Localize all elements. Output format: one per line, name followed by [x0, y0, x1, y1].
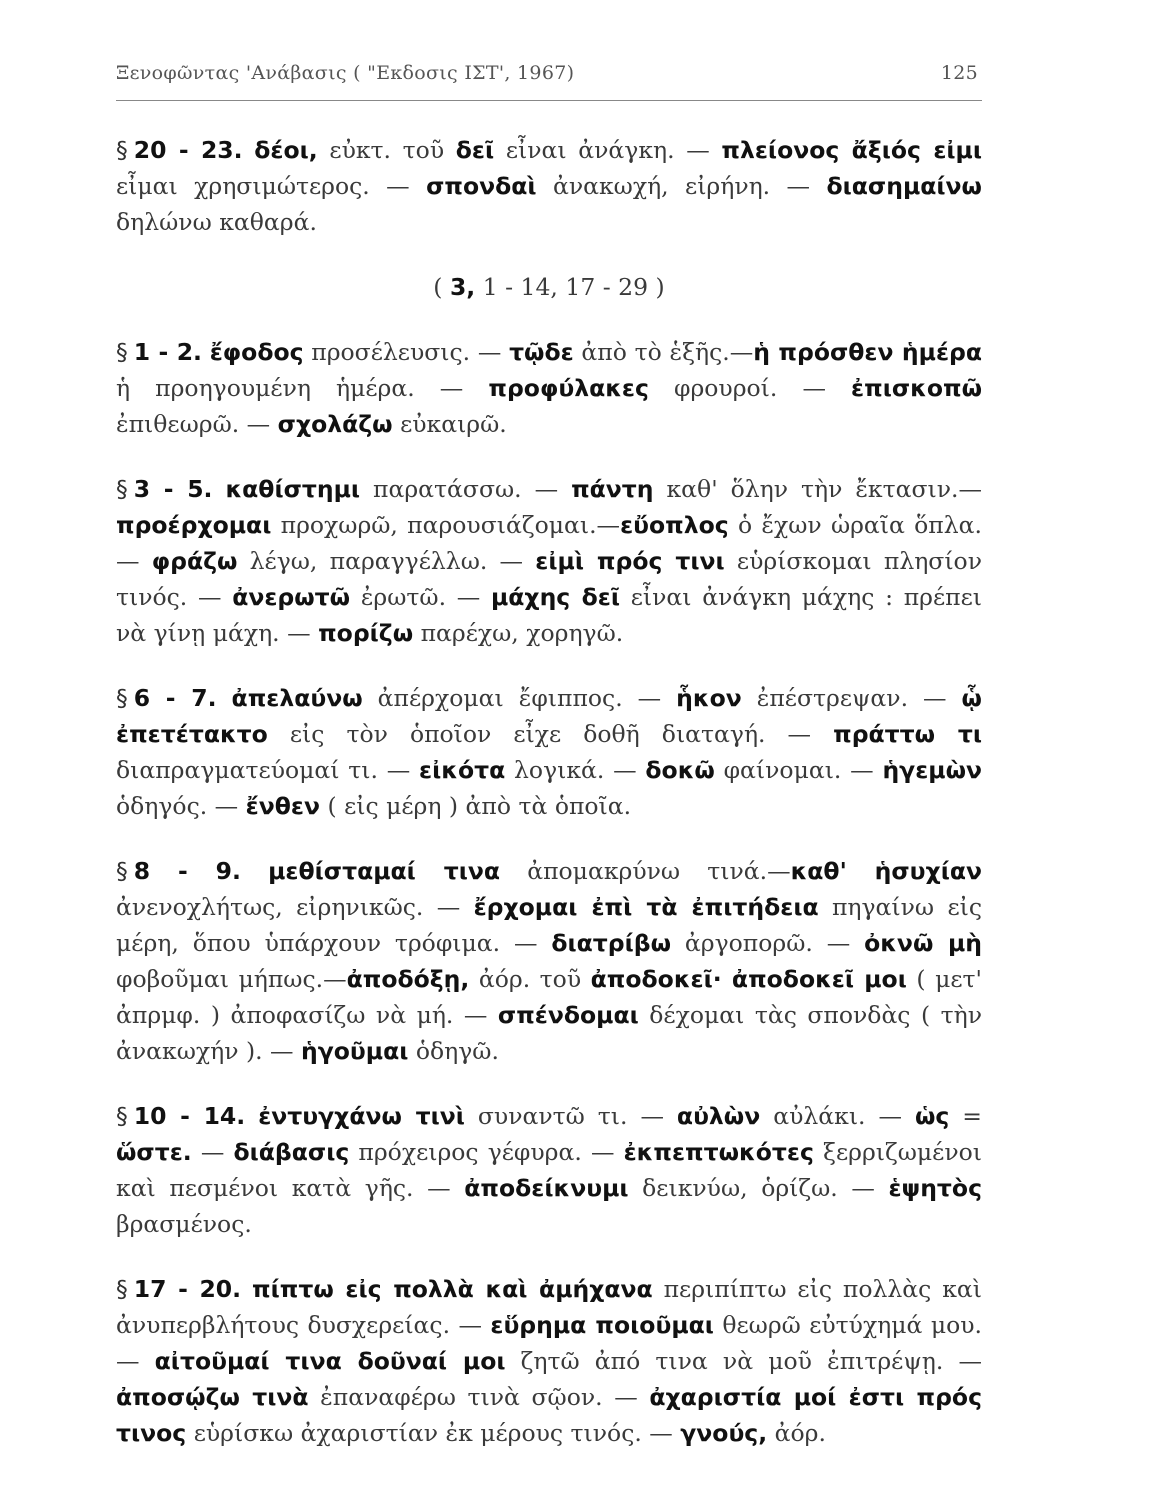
headword: διατρίβω: [551, 929, 672, 957]
headword: ὥστε.: [116, 1138, 192, 1166]
headword: ᾧ ἐπετέτακτο: [116, 684, 982, 748]
headword: διάβασις: [233, 1138, 350, 1166]
header-rule: [116, 100, 982, 101]
headword: ἡ πρόσθεν ἡμέρα: [753, 338, 982, 366]
headword: πάντη: [571, 475, 654, 503]
section-sign: §: [116, 857, 128, 885]
section-number: § 6 - 7.: [116, 684, 217, 712]
headword: προφύλακες: [488, 374, 649, 402]
headword: ἔνθεν: [245, 792, 320, 820]
definition-text: ἐπαναφέρω τινὰ σῷον. —: [308, 1383, 650, 1411]
headword: πλείονος ἄξιός εἰμι: [721, 136, 983, 164]
headword: ἑψητὸς: [888, 1174, 982, 1202]
definition-text: —: [191, 1138, 234, 1166]
headword: ἡγοῦμαι: [301, 1037, 409, 1065]
page-number: 125: [940, 62, 978, 84]
section-sign: §: [116, 1102, 128, 1130]
glossary-paragraph: [116, 1271, 982, 1451]
definition-text: ἀπέρχομαι ἔφιππος. —: [362, 684, 677, 712]
headword: 3,: [449, 273, 476, 301]
definition-text: ἐπιθεωρῶ. —: [116, 410, 278, 438]
headword: ὡς: [914, 1102, 950, 1130]
glossary-paragraph: [116, 471, 982, 651]
headword: καθ' ἡσυχίαν: [790, 857, 983, 885]
headword: ἀνερωτῶ: [232, 583, 351, 611]
headword: πράττω τι: [833, 720, 982, 748]
definition-text: ἀπομακρύνω τινά.—: [500, 857, 791, 885]
section-sign: §: [116, 1275, 128, 1303]
headword: ἡγεμὼν: [882, 756, 982, 784]
definition-text: 1 - 14, 17 - 29 ): [475, 273, 665, 301]
headword: ἐπισκοπῶ: [851, 374, 983, 402]
headword: διασημαίνω: [826, 172, 982, 200]
definition-text: πρόχειρος γέφυρα. —: [349, 1138, 624, 1166]
chapter-reference: [116, 269, 982, 305]
headword: ἀποδείκνυμι: [464, 1174, 629, 1202]
headword: τῷδε: [509, 338, 574, 366]
definition-text: ( μετ' ἀπρμφ. ) ἀποφασίζω νὰ μή. —: [116, 965, 982, 1029]
headword: ἧκον: [676, 684, 742, 712]
glossary-paragraph: [116, 132, 982, 240]
headword: ὀκνῶ μὴ: [864, 929, 982, 957]
definition-text: εὐκαιρῶ.: [392, 410, 507, 438]
headword: πίπτω εἰς πολλὰ καὶ ἀμήχανα: [252, 1275, 653, 1303]
headword: δεῖ: [455, 136, 495, 164]
headword: γνούς,: [680, 1419, 768, 1447]
headword: μεθίσταμαί τινα: [268, 857, 501, 885]
headword: ἐκπεπτωκότες: [623, 1138, 814, 1166]
definition-text: βρασμένος.: [116, 1210, 252, 1238]
definition-text: εἶμαι χρησιμώτερος. —: [116, 172, 427, 200]
definition-text: λέγω, παραγγέλλω. —: [237, 547, 536, 575]
headword: εὕρημα ποιοῦμαι: [490, 1311, 714, 1339]
headword: προέρχομαι: [116, 511, 272, 539]
headword: μάχης δεῖ: [490, 583, 621, 611]
headword: εἰμὶ πρός τινι: [535, 547, 725, 575]
definition-text: ὁ ἔχων ὡραῖα ὅπλα. —: [116, 511, 982, 575]
definition-text: συναντῶ τι. —: [464, 1102, 677, 1130]
definition-text: =: [949, 1102, 982, 1130]
glossary-paragraph: [116, 334, 982, 442]
header-title: Ξενοφῶντας 'Ανάβασις ( "Εκδοσις ΙΣΤ', 1967): [116, 62, 575, 84]
definition-text: περιπίπτω εἰς πολλὰς καὶ ἀνυπερβλήτους δυσχερείας. —: [116, 1275, 982, 1339]
glossary-paragraph: [116, 1098, 982, 1242]
definition-text: ἀόρ.: [767, 1419, 826, 1447]
headword: αἰτοῦμαί τινα δοῦναί μοι: [154, 1347, 506, 1375]
definition-text: παρατάσσω. —: [360, 475, 572, 503]
headword: αὐλὼν: [676, 1102, 761, 1130]
section-sign: §: [116, 475, 128, 503]
definition-text: φοβοῦμαι μήπως.—: [116, 965, 347, 993]
definition-text: δεικνύω, ὁρίζω. —: [628, 1174, 889, 1202]
headword: ἀποδόξῃ,: [346, 965, 470, 993]
headword: σπονδαὶ: [426, 172, 537, 200]
definition-text: προσέλευσις. —: [303, 338, 510, 366]
definition-text: προχωρῶ, παρουσιάζομαι.—: [271, 511, 621, 539]
definition-text: ( εἰς μέρη ) ἀπὸ τὰ ὁποῖα.: [319, 792, 632, 820]
headword: φράζω: [151, 547, 238, 575]
glossary-body: [116, 132, 982, 1451]
definition-text: ἀργοπορῶ. —: [671, 929, 865, 957]
headword: ἐντυγχάνω τινὶ: [258, 1102, 465, 1130]
headword: εἰκότα: [419, 756, 506, 784]
glossary-paragraph: [116, 853, 982, 1069]
definition-text: καθ' ὅλην τὴν ἔκτασιν.—: [653, 475, 982, 503]
section-number: § 8 - 9.: [116, 857, 241, 885]
definition-text: ἐρωτῶ. —: [350, 583, 491, 611]
section-sign: §: [116, 684, 128, 712]
definition-text: ἀπὸ τὸ ἑξῆς.—: [573, 338, 754, 366]
headword: ἔφοδος: [209, 338, 304, 366]
definition-text: ὁδηγῶ.: [408, 1037, 499, 1065]
definition-text: εὑρίσκω ἀχαριστίαν ἐκ μέρους τινός. —: [186, 1419, 681, 1447]
headword: ἔρχομαι ἐπὶ τὰ ἐπιτήδεια: [473, 893, 819, 921]
section-number: § 3 - 5.: [116, 475, 213, 503]
definition-text: ἀνενοχλήτως, εἰρηνικῶς. —: [116, 893, 474, 921]
running-header: [116, 62, 978, 84]
definition-text: ζητῶ ἀπό τινα νὰ μοῦ ἐπιτρέψῃ. —: [505, 1347, 982, 1375]
definition-text: (: [433, 273, 450, 301]
headword: δοκῶ: [645, 756, 715, 784]
definition-text: ἀνακωχή, εἰρήνη. —: [536, 172, 827, 200]
headword: σπένδομαι: [497, 1001, 639, 1029]
section-sign: §: [116, 136, 128, 164]
definition-text: ὁδηγός. —: [116, 792, 246, 820]
definition-text: ἀόρ. τοῦ: [469, 965, 591, 993]
headword: δέοι,: [254, 136, 318, 164]
section-sign: §: [116, 338, 128, 366]
section-number: § 1 - 2.: [116, 338, 202, 366]
headword: ἀχαριστία μοί ἐστι πρός τινος: [116, 1383, 983, 1447]
definition-text: εἶναι ἀνάγκη μάχης : πρέπει νὰ γίνῃ μάχη. —: [116, 583, 982, 647]
definition-text: πηγαίνω εἰς μέρη, ὅπου ὑπάρχουν τρόφιμα. —: [116, 893, 982, 957]
section-number: § 20 - 23.: [116, 136, 243, 164]
definition-text: εἰς τὸν ὁποῖον εἶχε δοθῆ διαταγή. —: [267, 720, 834, 748]
headword: σχολάζω: [277, 410, 393, 438]
definition-text: εὑρίσκομαι πλησίον τινός. —: [116, 547, 982, 611]
section-number: § 10 - 14.: [116, 1102, 246, 1130]
definition-text: λογικά. —: [505, 756, 646, 784]
headword: ἀποσῴζω τινὰ: [116, 1383, 309, 1411]
glossary-paragraph: [116, 680, 982, 824]
definition-text: ξερριζωμένοι καὶ πεσμένοι κατὰ γῆς. —: [116, 1138, 982, 1202]
definition-text: εἶναι ἀνάγκη. —: [494, 136, 722, 164]
definition-text: φρουροί. —: [648, 374, 852, 402]
headword: ἀποδοκεῖ· ἀποδοκεῖ μοι: [590, 965, 907, 993]
definition-text: ἐπέστρεψαν. —: [741, 684, 962, 712]
headword: καθίστημι: [225, 475, 361, 503]
definition-text: παρέχω, χορηγῶ.: [413, 619, 624, 647]
definition-text: θεωρῶ εὐτύχημά μου. —: [116, 1311, 982, 1375]
definition-text: δηλώνω καθαρά.: [116, 208, 317, 236]
section-number: § 17 - 20.: [116, 1275, 242, 1303]
definition-text: διαπραγματεύομαί τι. —: [116, 756, 420, 784]
headword: ἀπελαύνω: [231, 684, 363, 712]
definition-text: αὐλάκι. —: [760, 1102, 915, 1130]
definition-text: εὐκτ. τοῦ: [317, 136, 456, 164]
definition-text: δέχομαι τὰς σπονδὰς ( τὴν ἀνακωχήν ). —: [116, 1001, 982, 1065]
definition-text: φαίνομαι. —: [714, 756, 883, 784]
headword: εὔοπλος: [620, 511, 729, 539]
headword: πορίζω: [318, 619, 414, 647]
definition-text: ἡ προηγουμένη ἡμέρα. —: [116, 374, 489, 402]
